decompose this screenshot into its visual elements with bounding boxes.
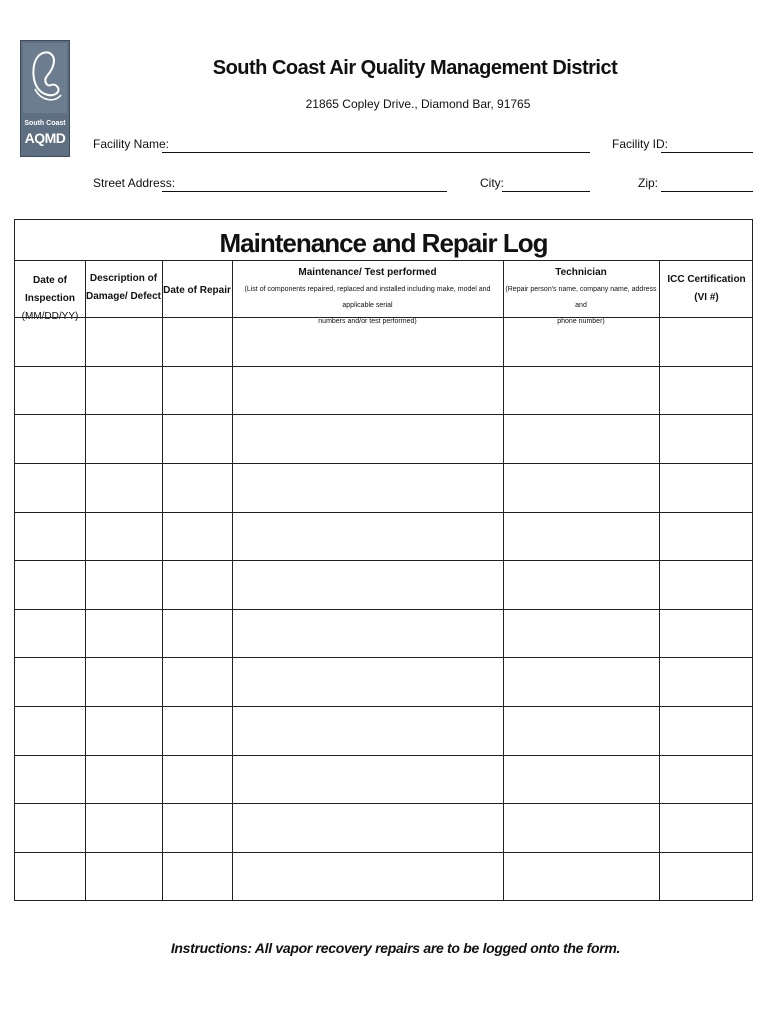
row-border bbox=[15, 463, 752, 464]
logo-line1: South Coast bbox=[24, 120, 66, 127]
log-title: Maintenance and Repair Log bbox=[219, 228, 548, 258]
row-border bbox=[15, 317, 752, 318]
maintenance-log-table bbox=[14, 219, 753, 901]
logo-line2: AQMD bbox=[24, 130, 66, 146]
column-label: Maintenance/ Test performed bbox=[298, 267, 437, 278]
column-header-icc-certification bbox=[659, 271, 754, 307]
row-border bbox=[15, 803, 752, 804]
column-sub: (List of components repaired, replaced and installed including make, model and applicable serial bbox=[244, 286, 491, 309]
column-sub2: phone number) bbox=[557, 318, 605, 325]
column-border bbox=[232, 260, 233, 900]
column-sub: Damage/ Defect bbox=[85, 291, 162, 302]
column-border bbox=[503, 260, 504, 900]
row-border bbox=[15, 755, 752, 756]
street-address-field[interactable] bbox=[162, 191, 447, 192]
row-border bbox=[15, 657, 752, 658]
column-label: ICC Certification bbox=[667, 274, 746, 285]
row-border bbox=[15, 414, 752, 415]
header-top-border bbox=[15, 260, 752, 261]
page-title: South Coast Air Quality Management District bbox=[212, 57, 618, 79]
column-header-technician bbox=[503, 264, 659, 330]
column-label: Technician bbox=[555, 267, 607, 278]
column-sub: (VI #) bbox=[694, 292, 719, 303]
facility-id-field[interactable] bbox=[661, 152, 753, 153]
facility-id-label: Facility ID: bbox=[612, 137, 669, 151]
column-label: Description of bbox=[89, 273, 158, 284]
row-border bbox=[15, 852, 752, 853]
city-label: City: bbox=[480, 176, 504, 190]
street-address-label: Street Address: bbox=[93, 176, 176, 190]
row-border bbox=[15, 366, 752, 367]
row-border bbox=[15, 560, 752, 561]
column-sub: (MM/DD/YY) bbox=[21, 311, 79, 322]
instructions-note: Instructions: All vapor recovery repairs are to be logged onto the form. bbox=[170, 940, 621, 956]
facility-name-field[interactable] bbox=[162, 152, 590, 153]
facility-name-label: Facility Name: bbox=[93, 137, 170, 151]
district-address: 21865 Copley Drive., Diamond Bar, 91765 bbox=[305, 97, 531, 111]
column-header-date-of-repair bbox=[162, 282, 232, 300]
column-header-maintenance bbox=[232, 264, 503, 330]
column-border bbox=[659, 260, 660, 900]
city-field[interactable] bbox=[502, 191, 590, 192]
column-border bbox=[162, 260, 163, 900]
column-sub: (Repair person's name, company name, address and bbox=[505, 286, 657, 309]
column-label: Date of Inspection bbox=[24, 275, 75, 304]
column-border bbox=[85, 260, 86, 900]
row-border bbox=[15, 512, 752, 513]
zip-field[interactable] bbox=[661, 191, 753, 192]
row-border bbox=[15, 609, 752, 610]
row-border bbox=[15, 706, 752, 707]
column-sub2: numbers and/or test performed) bbox=[318, 318, 417, 325]
column-label: Date of Repair bbox=[163, 285, 231, 296]
column-header-description bbox=[85, 270, 162, 306]
zip-label: Zip: bbox=[638, 176, 659, 190]
